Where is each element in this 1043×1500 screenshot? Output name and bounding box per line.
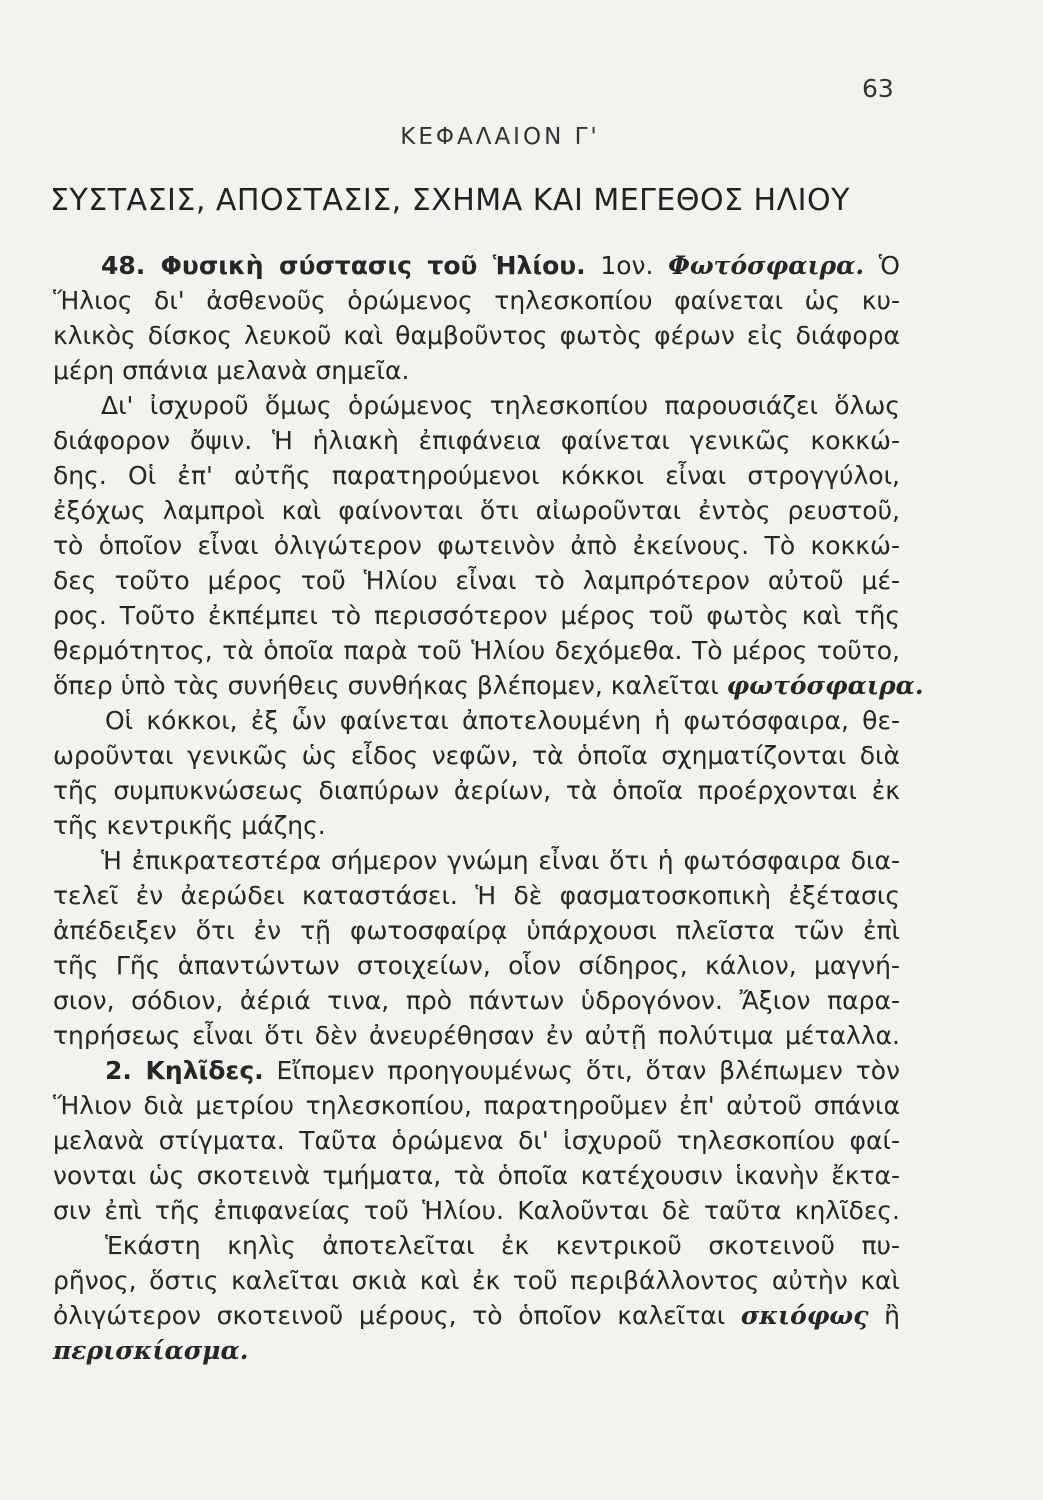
text-line: δες τοῦτο μέρος τοῦ Ἡλίου εἶναι τὸ λαμπρότερον αὐτοῦ μέ- (53, 566, 900, 595)
text-line: ωροῦνται γενικῶς ὡς εἶδος νεφῶν, τὰ ὁποῖα σχηματίζονται διὰ (53, 741, 900, 770)
text-line: σιν ἐπὶ τῆς ἐπιφανείας τοῦ Ἡλίου. Καλοῦνται δὲ ταῦτα κηλῖδες. (53, 1196, 900, 1225)
text-line: Ἥλιος δι' ἀσθενοῦς ὁρώμενος τηλεσκοπίου φαίνεται ὡς κυ- (53, 286, 900, 315)
text-line: δης. Οἱ ἐπ' αὐτῆς παρατηρούμενοι κόκκοι εἶναι στρογγύλοι, (53, 461, 900, 490)
text-line (53, 1333, 900, 1368)
section-2-heading: 2. Κηλῖδες. (105, 1056, 264, 1085)
text-line: τῆς συμπυκνώσεως διαπύρων ἀερίων, τὰ ὁποῖα προέρχονται ἐκ (53, 776, 900, 805)
text-line: νονται ὡς σκοτεινὰ τμήματα, τὰ ὁποῖα κατέχουσιν ἱκανὴν ἔκτα- (53, 1161, 900, 1190)
body-text (53, 248, 924, 1368)
text-line: κλικὸς δίσκος λευκοῦ καὶ θαμβοῦντος φωτὸς φέρων εἰς διάφορα (53, 321, 900, 350)
text-fragment: ἢ (884, 1301, 900, 1330)
text-line: τῆς Γῆς ἁπαντώντων στοιχείων, οἷον σίδηρος, κάλιον, μαγνή- (53, 951, 900, 980)
text-line: σιον, σόδιον, ἀέριά τινα, πρὸ πάντων ὑδρογόνον. Ἄξιον παρα- (53, 986, 900, 1015)
chapter-heading: ΚΕΦΑΛΑΙΟΝ Γ' (400, 124, 600, 150)
text-fragment: Ὁ (878, 251, 900, 280)
text-line: ρῆνος, ὅστις καλεῖται σκιὰ καὶ ἐκ τοῦ περιβάλλοντος αὐτὴν καὶ (53, 1266, 900, 1295)
section-2-first-line (53, 1053, 900, 1088)
text-line: τελεῖ ἐν ἀερώδει καταστάσει. Ἡ δὲ φασματοσκοπικὴ ἐξέτασις (53, 881, 900, 910)
text-line: Οἱ κόκκοι, ἐξ ὧν φαίνεται ἀποτελουμένη ἡ φωτόσφαιρα, θε- (105, 706, 900, 735)
text-line: Ἥλιον διὰ μετρίου τηλεσκοπίου, παρατηροῦμεν ἐπ' αὐτοῦ σπάνια (53, 1091, 900, 1120)
text-fragment: ὀλιγώτερον σκοτεινοῦ μέρους, τὸ ὁποῖον καλεῖται (53, 1301, 726, 1330)
text-line (53, 1298, 900, 1333)
item-number: 1ον. (600, 251, 654, 280)
text-line: διάφορον ὄψιν. Ἡ ἡλιακὴ ἐπιφάνεια φαίνεται γενικῶς κοκκώ- (53, 426, 900, 455)
text-line (53, 668, 924, 703)
text-line: Δι' ἰσχυροῦ ὅμως ὁρώμενος τηλεσκοπίου παρουσιάζει ὅλως (101, 391, 900, 420)
page-number: 63 (862, 74, 894, 103)
text-line: ἀπέδειξεν ὅτι ἐν τῇ φωτοσφαίρᾳ ὑπάρχουσι πλεῖστα τῶν ἐπὶ (53, 916, 900, 945)
text-line: ἐξόχως λαμπροὶ καὶ φαίνονται ὅτι αἰωροῦνται ἐντὸς ρευστοῦ, (53, 496, 900, 525)
term-penumbra-a: σκιόφως (740, 1301, 869, 1330)
text-line: τὸ ὁποῖον εἶναι ὀλιγώτερον φωτεινὸν ἀπὸ ἐκείνους. Τὸ κοκκώ- (53, 531, 900, 560)
text-line: τῆς κεντρικῆς μάζης. (53, 811, 326, 840)
section-48-heading: 48. Φυσικὴ σύστασις τοῦ Ἡλίου. (101, 251, 586, 280)
term-photosphere-inline: φωτόσφαιρα. (726, 671, 924, 700)
text-line: θερμότητος, τὰ ὁποῖα παρὰ τοῦ Ἡλίου δεχόμεθα. Τὸ μέρος τοῦτο, (53, 636, 900, 665)
text-fragment: Εἴπομεν προηγουμένως ὅτι, ὅταν βλέπωμεν τὸν (276, 1056, 900, 1085)
term-photosphere: Φωτόσφαιρα. (668, 251, 865, 280)
text-line: Ἡ ἐπικρατεστέρα σήμερον γνώμη εἶναι ὅτι ἡ φωτόσφαιρα δια- (101, 846, 900, 875)
text-line: μέρη σπάνια μελανὰ σημεῖα. (53, 356, 410, 385)
text-line: Ἑκάστη κηλὶς ἀποτελεῖται ἐκ κεντρικοῦ σκοτεινοῦ πυ- (105, 1231, 900, 1260)
term-penumbra-b: περισκίασμα. (53, 1336, 249, 1365)
text-line: τηρήσεως εἶναι ὅτι δὲν ἀνευρέθησαν ἐν αὐτῇ πολύτιμα μέταλλα. (53, 1021, 900, 1050)
text-line: μελανὰ στίγματα. Ταῦτα ὁρώμενα δι' ἰσχυροῦ τηλεσκοπίου φαί- (53, 1126, 900, 1155)
text-fragment: ὅπερ ὑπὸ τὰς συνήθεις συνθήκας βλέπομεν, καλεῖται (53, 671, 719, 700)
section-48-first-line (53, 248, 900, 283)
chapter-title: ΣΥΣΤΑΣΙΣ, ΑΠΟΣΤΑΣΙΣ, ΣΧΗΜΑ ΚΑΙ ΜΕΓΕΘΟΣ ΗΛΙΟΥ (50, 183, 850, 218)
text-line: ρος. Τοῦτο ἐκπέμπει τὸ περισσότερον μέρος τοῦ φωτὸς καὶ τῆς (53, 601, 900, 630)
